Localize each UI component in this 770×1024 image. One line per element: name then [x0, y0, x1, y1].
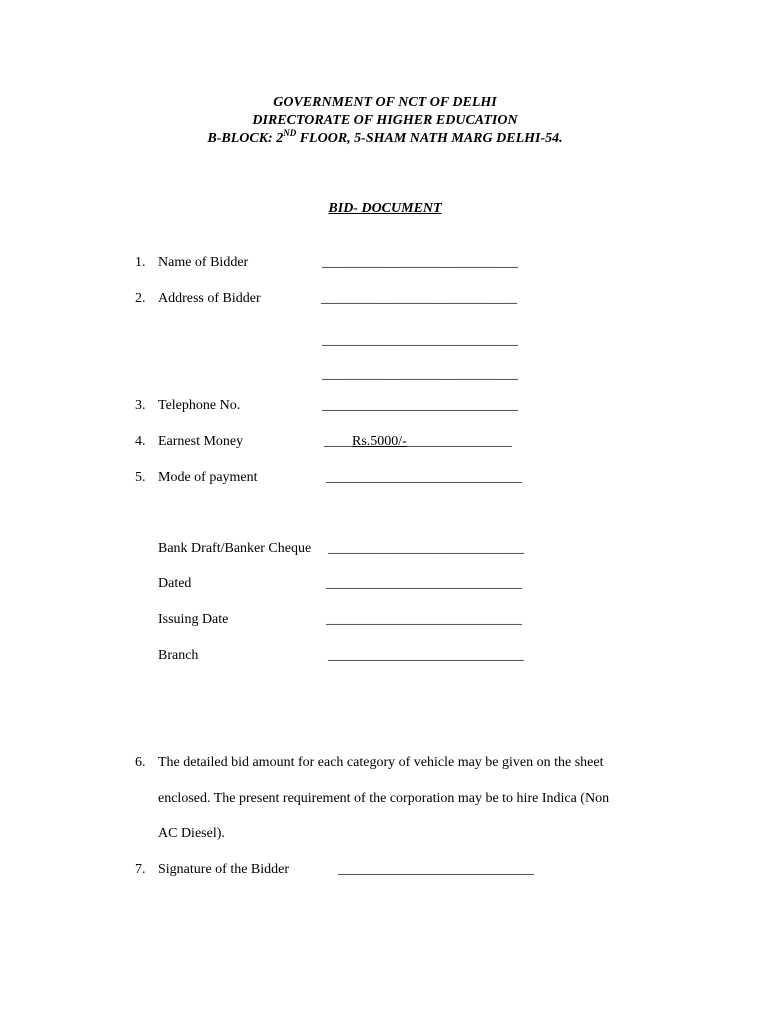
issuing-date-blank[interactable]: ____________________________ [326, 612, 522, 627]
header-address-post: FLOOR, 5-SHAM NATH MARG DELHI-54. [296, 131, 563, 146]
field-label: Name of Bidder [158, 255, 249, 270]
telephone-blank[interactable]: ____________________________ [322, 398, 518, 413]
header-government: GOVERNMENT OF NCT OF DELHI [273, 95, 497, 110]
header-address [0, 130, 770, 148]
mode-of-payment-blank[interactable]: ____________________________ [326, 470, 522, 485]
branch-blank[interactable]: ____________________________ [328, 648, 524, 663]
field-label: Signature of the Bidder [158, 862, 290, 877]
field-label: Bank Draft/Banker Cheque [158, 541, 312, 556]
earnest-money-value [324, 433, 512, 451]
item-number: 4. [135, 434, 146, 449]
field-label: Branch [158, 648, 199, 663]
dated-blank[interactable]: ____________________________ [326, 576, 522, 591]
item-6-text-line-3: AC Diesel). [158, 826, 225, 841]
header [0, 94, 770, 148]
field-label: Telephone No. [158, 398, 241, 413]
header-directorate: DIRECTORATE OF HIGHER EDUCATION [252, 113, 518, 128]
earnest-money-blank-pre: ____ [324, 434, 352, 449]
field-label: Address of Bidder [158, 291, 261, 306]
item-number: 6. [135, 755, 146, 770]
document-title: BID- DOCUMENT [328, 201, 442, 216]
field-label: Earnest Money [158, 434, 244, 449]
item-6-text-line-2: enclosed. The present requirement of the corporation may be to hire Indica (Non [158, 791, 610, 806]
bank-draft-blank[interactable]: ____________________________ [328, 541, 524, 556]
item-number: 3. [135, 398, 146, 413]
item-number: 1. [135, 255, 146, 270]
earnest-money-blank-post: _______________ [406, 434, 512, 449]
name-of-bidder-blank[interactable]: ____________________________ [322, 255, 518, 270]
field-label: Mode of payment [158, 470, 258, 485]
item-number: 2. [135, 291, 146, 306]
item-number: 7. [135, 862, 146, 877]
address-blank-2[interactable]: ____________________________ [322, 333, 518, 348]
address-blank-1[interactable]: ____________________________ [321, 291, 517, 306]
field-label: Dated [158, 576, 192, 591]
signature-blank[interactable]: ____________________________ [338, 862, 534, 877]
header-address-pre: B-BLOCK: 2 [207, 131, 284, 146]
address-blank-3[interactable]: ____________________________ [322, 367, 518, 382]
header-address-sup: ND [283, 128, 297, 138]
item-6-text-line-1: The detailed bid amount for each category of vehicle may be given on the sheet [158, 755, 604, 770]
earnest-money-amount: Rs.5000/- [352, 434, 407, 449]
item-number: 5. [135, 470, 146, 485]
field-label: Issuing Date [158, 612, 229, 627]
